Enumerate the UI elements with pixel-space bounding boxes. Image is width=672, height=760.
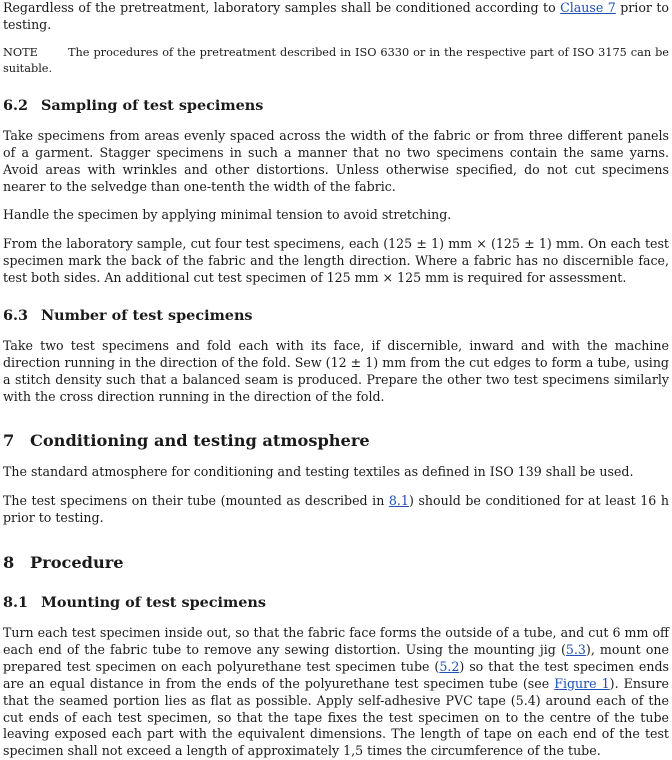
section-8-heading: 8 Procedure (3, 553, 124, 572)
section-8-1-paragraph-1: Turn each test specimen inside out, so that the fabric face forms the outside of a tube, and cut 6 mm off each end of the fabric tube to remove any sewing distortion. Using the mounting jig (5.3), mount one prepared test specimen on each polyurethane test specimen tube (5.2) so that the test specimen ends are an equal distance in from the ends of the polyurethane test specimen tube (see Figure 1). Ensure that the seamed portion lies as flat as possible. Apply self-adhesive PVC tape (5.4) around each of the cut ends of each test specimen, so that the tape fixes the test specimen on to the centre of the tube leaving exposed each part with the equivalent dimensions. The length of tape on each end of the test specimen shall not exceed a length of approximately 1,5 times the circumference of the tube. (3, 625, 669, 759)
section-8-1-link[interactable]: 8.1 (388, 493, 409, 508)
section-6-3-heading: 6.3 Number of test specimens (3, 307, 253, 324)
note-label: NOTE (3, 46, 38, 59)
note-paragraph (3, 45, 669, 78)
note-text: The procedures of the pretreatment described in ISO 6330 or in the respective part of ISO 3175 can be suitable. (3, 46, 669, 76)
specimen-tube-5-2-link[interactable]: 5.2 (439, 658, 460, 674)
mounting-jig-5-3-link[interactable]: 5.3 (565, 641, 586, 657)
section-6-2-heading: 6.2 Sampling of test specimens (3, 97, 264, 114)
section-7-paragraph-1: The standard atmosphere for conditioning and testing textiles as defined in ISO 139 shall be used. (3, 464, 634, 479)
clause-7-link[interactable]: Clause 7 (560, 0, 616, 15)
section-6-2-paragraph-2: Handle the specimen by applying minimal tension to avoid stretching. (3, 207, 452, 222)
section-7-paragraph-2: The test specimens on their tube (mounted as described in 8.1) should be conditioned for at least 16 h prior to testing. (3, 493, 669, 525)
pretreatment-paragraph: Regardless of the pretreatment, laboratory samples shall be conditioned according to Clause 7 prior to testing. (3, 0, 669, 32)
section-7-heading: 7 Conditioning and testing atmosphere (3, 431, 370, 450)
section-6-3-paragraph-1: Take two test specimens and fold each with its face, if discernible, inward and with the machine direction running in the direction of the fold. Sew (12 ± 1) mm from the cut edges to form a tube, using a stitch density such that a balanced seam is produced. Prepare the other two test specimens similarly with the cross direction running in the direction of the fold. (3, 338, 669, 404)
section-8-1-heading: 8.1 Mounting of test specimens (3, 594, 266, 611)
figure-1-link[interactable]: Figure 1 (554, 675, 610, 691)
section-6-2-paragraph-3: From the laboratory sample, cut four test specimens, each (125 ± 1) mm × (125 ± 1) mm. On each test specimen mark the back of the fabric and the length direction. Where a fabric has no discernible face, test both sides. An additional cut test specimen of 125 mm × 125 mm is required for assessment. (3, 236, 669, 285)
section-6-2-paragraph-1: Take specimens from areas evenly spaced across the width of the fabric or from three different panels of a garment. Stagger specimens in such a manner that no two specimens contain the same yarns. Avoid areas with wrinkles and other distortions. Unless otherwise specified, do not cut specimens nearer to the selvedge than one-tenth the width of the fabric. (3, 128, 669, 194)
